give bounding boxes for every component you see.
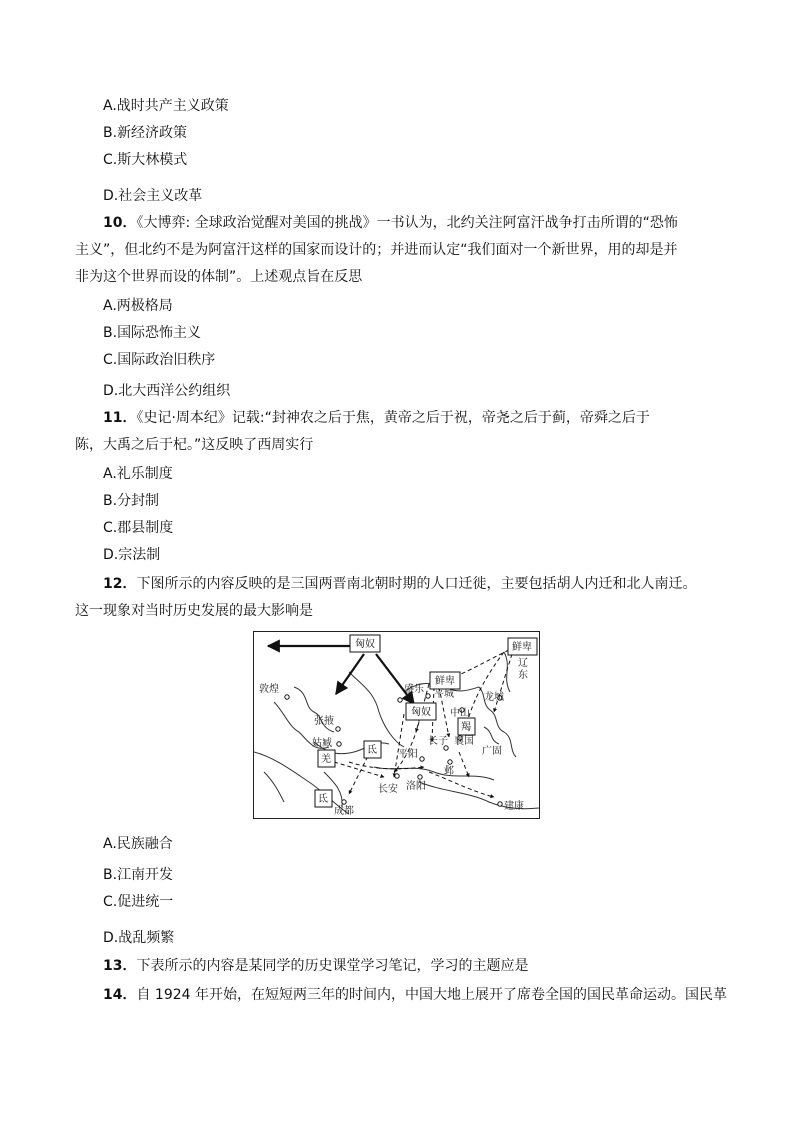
q12-stem-line-1: 12．下图所示的内容反映的是三国两晋南北朝时期的人口迁徙，主要包括胡人内迁和北人南迁。 — [103, 576, 697, 592]
arrow-southwest — [336, 654, 364, 694]
q12-option-d: D.战乱频繁 — [103, 930, 175, 946]
place-liaodong-2: 东 — [518, 670, 528, 681]
place-jiankang: 建康 — [504, 801, 524, 812]
migration-map-svg — [254, 632, 539, 818]
tribe-label-di-mid: 氐 — [367, 745, 377, 756]
city-dot-chengdu — [342, 800, 346, 804]
q9-option-b: B.新经济政策 — [103, 125, 188, 141]
q11-option-d: D.宗法制 — [103, 547, 161, 563]
tribe-label-xiongnu-top: 匈奴 — [355, 639, 375, 650]
q11-option-c: C.郡县制度 — [103, 520, 174, 536]
city-dot-luoyang — [418, 775, 422, 779]
migration-map — [253, 631, 540, 819]
q11-option-b: B.分封制 — [103, 493, 160, 509]
tribe-label-qiang: 羌 — [321, 754, 331, 765]
tribe-label-di-bottom: 氐 — [318, 794, 328, 805]
city-dot-jiankang — [498, 802, 502, 806]
place-liaodong-1: 辽 — [518, 658, 528, 669]
place-dunhuang: 敦煌 — [259, 684, 279, 695]
city-dot-ye — [448, 760, 452, 764]
q12-option-b: B.江南开发 — [103, 867, 174, 883]
place-guangu: 广固 — [482, 746, 502, 757]
place-xiangguo: 襄国 — [454, 736, 474, 747]
solid-arrows — [268, 646, 414, 704]
q14-stem: 14．自 1924 年开始，在短短两三年的时间内，中国大地上展开了席卷全国的国民革命运动。国民革 — [103, 987, 728, 1003]
q10-stem-line-1: 10．《大博弈: 全球政治觉醒对美国的挑战》一书认为，北约关注阿富汗战争打击所谓的“恐怖 — [103, 215, 678, 231]
city-dot-zhangye — [336, 727, 340, 731]
tribe-label-xiongnu-mid: 匈奴 — [411, 707, 431, 718]
q10-option-c: C.国际政治旧秩序 — [103, 352, 216, 368]
q13-stem: 13．下表所示的内容是某同学的历史课堂学习笔记，学习的主题应是 — [103, 958, 529, 974]
arrow-southeast — [376, 654, 414, 704]
q10-option-a: A.两极格局 — [103, 298, 173, 314]
q10-option-d: D.北大西洋公约组织 — [103, 383, 231, 399]
q11-stem-line-1: 11．《史记·周本纪》记载:“封神农之后于焦，黄帝之后于祝，帝尧之后于蓟，帝舜之后于 — [103, 410, 650, 426]
q9-option-a: A.战时共产主义政策 — [103, 98, 229, 114]
tribe-label-xianbei-top: 鲜卑 — [512, 642, 532, 653]
city-dot-guzang — [337, 742, 341, 746]
city-dot-shengle — [398, 698, 402, 702]
q12-option-a: A.民族融合 — [103, 836, 173, 852]
place-guzang: 姑臧 — [312, 738, 332, 749]
city-dot-changan — [395, 774, 399, 778]
tribe-label-jie: 羯 — [461, 722, 471, 733]
place-ye: 邺 — [444, 766, 454, 777]
place-pingyang: 平阳 — [398, 749, 418, 760]
city-dot-dunhuang — [285, 695, 289, 699]
q10-stem-line-2: 主义”，但北约不是为阿富汗这样的国家而设计的；并进而认定“我们面对一个新世界，用的却是并 — [75, 242, 678, 258]
place-zhongshan: 中山 — [450, 708, 470, 719]
place-shengle: 盛乐 — [404, 684, 424, 695]
place-names — [259, 657, 528, 817]
q11-option-a: A.礼乐制度 — [103, 466, 173, 482]
dashed-arrows — [334, 650, 512, 797]
place-chengdu: 成都 — [334, 806, 354, 817]
tribe-label-xianbei-mid: 鲜卑 — [435, 676, 455, 687]
q10-stem-line-3: 非为这个世界而设的体制”。上述观点旨在反思 — [75, 269, 363, 285]
q10-option-b: B.国际恐怖主义 — [103, 325, 202, 341]
q11-stem-line-2: 陈，大禹之后于杞。”这反映了西周实行 — [75, 437, 314, 453]
place-longcheng: 龙城 — [484, 692, 504, 703]
place-pingcheng: 平城 — [434, 689, 454, 700]
q9-option-c: C.斯大林模式 — [103, 152, 188, 168]
q12-stem-line-2: 这一现象对当时历史发展的最大影响是 — [75, 603, 313, 619]
place-changzi: 长子 — [428, 736, 448, 747]
place-changan: 长安 — [378, 784, 398, 795]
place-luoyang: 洛阳 — [406, 781, 426, 792]
city-dot-pingcheng — [426, 694, 430, 698]
city-dot-pingyang — [420, 757, 424, 761]
q9-option-d: D.社会主义改革 — [103, 188, 203, 204]
place-zhangye: 张掖 — [314, 716, 334, 727]
tribe-boxes — [315, 635, 537, 807]
q12-option-c: C.促进统一 — [103, 894, 174, 910]
